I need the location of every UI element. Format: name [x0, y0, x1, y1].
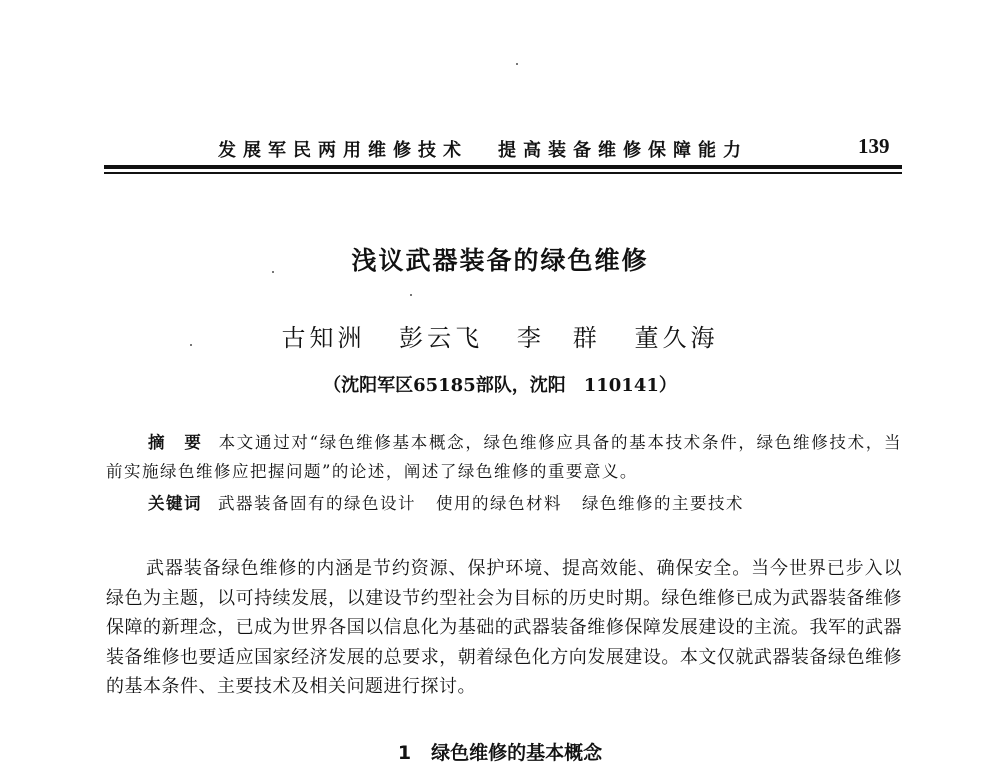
scan-speck	[516, 63, 518, 65]
author-list	[0, 318, 1000, 353]
abstract-text: 本文通过对“绿色维修基本概念，绿色维修应具备的基本技术条件，绿色维修技术，当前实施绿色维修应把握问题”的论述，阐述了绿色维修的重要意义。	[106, 433, 903, 481]
keyword: 武器装备固有的绿色设计	[218, 494, 416, 513]
author: 古知洲	[281, 324, 366, 352]
abstract-label: 摘 要	[148, 433, 203, 452]
keywords-label: 关键词	[148, 494, 202, 513]
author: 董久海	[634, 324, 719, 352]
running-header-left: 发展军民两用维修技术	[218, 140, 468, 161]
section-number: 1	[397, 742, 412, 764]
keyword: 绿色维修的主要技术	[582, 494, 744, 513]
keyword: 使用的绿色材料	[436, 494, 562, 513]
author: 李 群	[516, 324, 601, 352]
header-rule-thin	[104, 172, 902, 174]
section-heading	[0, 738, 1000, 765]
scan-speck	[410, 294, 412, 296]
keywords	[148, 490, 764, 514]
abstract	[106, 428, 902, 486]
running-header	[218, 136, 748, 162]
header-rule-thick	[104, 165, 902, 169]
running-header-right: 提高装备维修保障能力	[498, 140, 748, 161]
section-title: 绿色维修的基本概念	[431, 742, 603, 764]
affiliation: （沈阳军区65185部队，沈阳 110141）	[323, 375, 677, 396]
paper-title: 浅议武器装备的绿色维修	[351, 246, 649, 275]
body-paragraph: 武器装备绿色维修的内涵是节约资源、保护环境、提高效能、确保安全。当今世界已步入以绿色为主题，以可持续发展，以建设节约型社会为目标的历史时期。绿色维修已成为武器装备维修保障的新理念，已成为世界各国以信息化为基础的武器装备维修保障发展建设的主流。我军的武器装备维修也要适应国家经济发展的总要求，朝着绿色化方向发展建设。本文仅就武器装备绿色维修的基本条件、主要技术及相关问题进行探讨。	[106, 558, 902, 697]
page-number: 139	[858, 134, 890, 158]
author: 彭云飞	[399, 324, 484, 352]
